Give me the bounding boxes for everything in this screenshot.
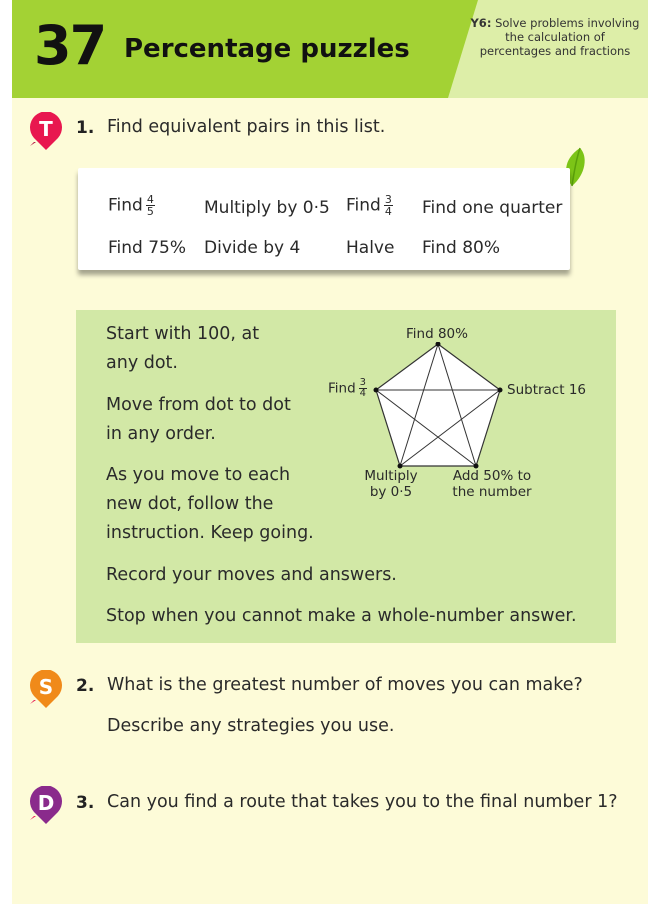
- q3-number: 3.: [76, 793, 95, 813]
- card-find-one-quarter: Find one quarter: [422, 198, 563, 218]
- dot-right: [498, 388, 503, 393]
- puzzle-line-2: any dot.: [106, 353, 178, 373]
- equivalents-card: [78, 168, 570, 270]
- q1-number: 1.: [76, 118, 95, 138]
- page-title: Percentage puzzles: [124, 34, 410, 64]
- s-marker-letter: S: [38, 675, 54, 699]
- puzzle-line-9: Stop when you cannot make a whole-number answer.: [106, 606, 577, 626]
- q2-text-2: Describe any strategies you use.: [107, 716, 395, 736]
- objective-code: Y6:: [470, 16, 492, 30]
- card-find-four-fifths: Find $\frac{4}{5}$: [108, 193, 154, 218]
- puzzle-line-6: new dot, follow the: [106, 494, 274, 514]
- card-find-three-quarters: Find $\frac{3}{4}$: [346, 193, 392, 218]
- puzzle-line-8: Record your moves and answers.: [106, 565, 397, 585]
- dot-label-left-fraction: $\frac{3}{4}$: [359, 377, 367, 399]
- puzzle-line-1: Start with 100, at: [106, 324, 260, 344]
- d-marker-icon: [28, 786, 64, 826]
- puzzle-line-3: Move from dot to dot: [106, 395, 291, 415]
- puzzle-panel: [76, 310, 616, 643]
- q1-text: Find equivalent pairs in this list.: [107, 117, 386, 137]
- card-find-75-percent: Find 75%: [108, 238, 187, 258]
- puzzle-line-4: in any order.: [106, 424, 216, 444]
- s-marker-icon: [28, 670, 64, 710]
- card-halve: Halve: [346, 238, 395, 258]
- q2-text: What is the greatest number of moves you can make?: [107, 675, 583, 695]
- t-marker-letter: T: [39, 117, 53, 141]
- worksheet-page: [12, 0, 648, 904]
- dot-label-left: Find $\frac{3}{4}$: [328, 377, 367, 399]
- unit-number: 37: [34, 14, 106, 77]
- card-multiply-half: Multiply by 0·5: [204, 198, 330, 218]
- fraction-three-quarters: $\frac{3}{4}$: [384, 193, 392, 218]
- puzzle-line-7: instruction. Keep going.: [106, 523, 314, 543]
- fraction-four-fifths: $\frac{4}{5}$: [146, 193, 154, 218]
- dot-label-bottom-left: Multiply by 0·5: [364, 468, 418, 500]
- t-marker-icon: [28, 112, 64, 152]
- objective-text: [470, 16, 640, 58]
- dot-left: [374, 388, 379, 393]
- pentagon-diagram: [372, 342, 512, 478]
- dot-label-bottom-right: Add 50% to the number: [452, 468, 532, 500]
- pentagon-shape: [376, 344, 500, 466]
- dot-label-right: Subtract 16: [507, 382, 586, 398]
- card-divide-by-4: Divide by 4: [204, 238, 301, 258]
- q3-text: Can you find a route that takes you to the final number 1?: [107, 792, 618, 812]
- card-find-80-percent: Find 80%: [422, 238, 501, 258]
- d-marker-letter: D: [37, 791, 55, 815]
- objective-description: Solve problems involving the calculation of percentages and fractions: [479, 16, 640, 58]
- puzzle-line-5: As you move to each: [106, 465, 291, 485]
- dot-label-top: Find 80%: [406, 326, 468, 342]
- q2-number: 2.: [76, 676, 95, 696]
